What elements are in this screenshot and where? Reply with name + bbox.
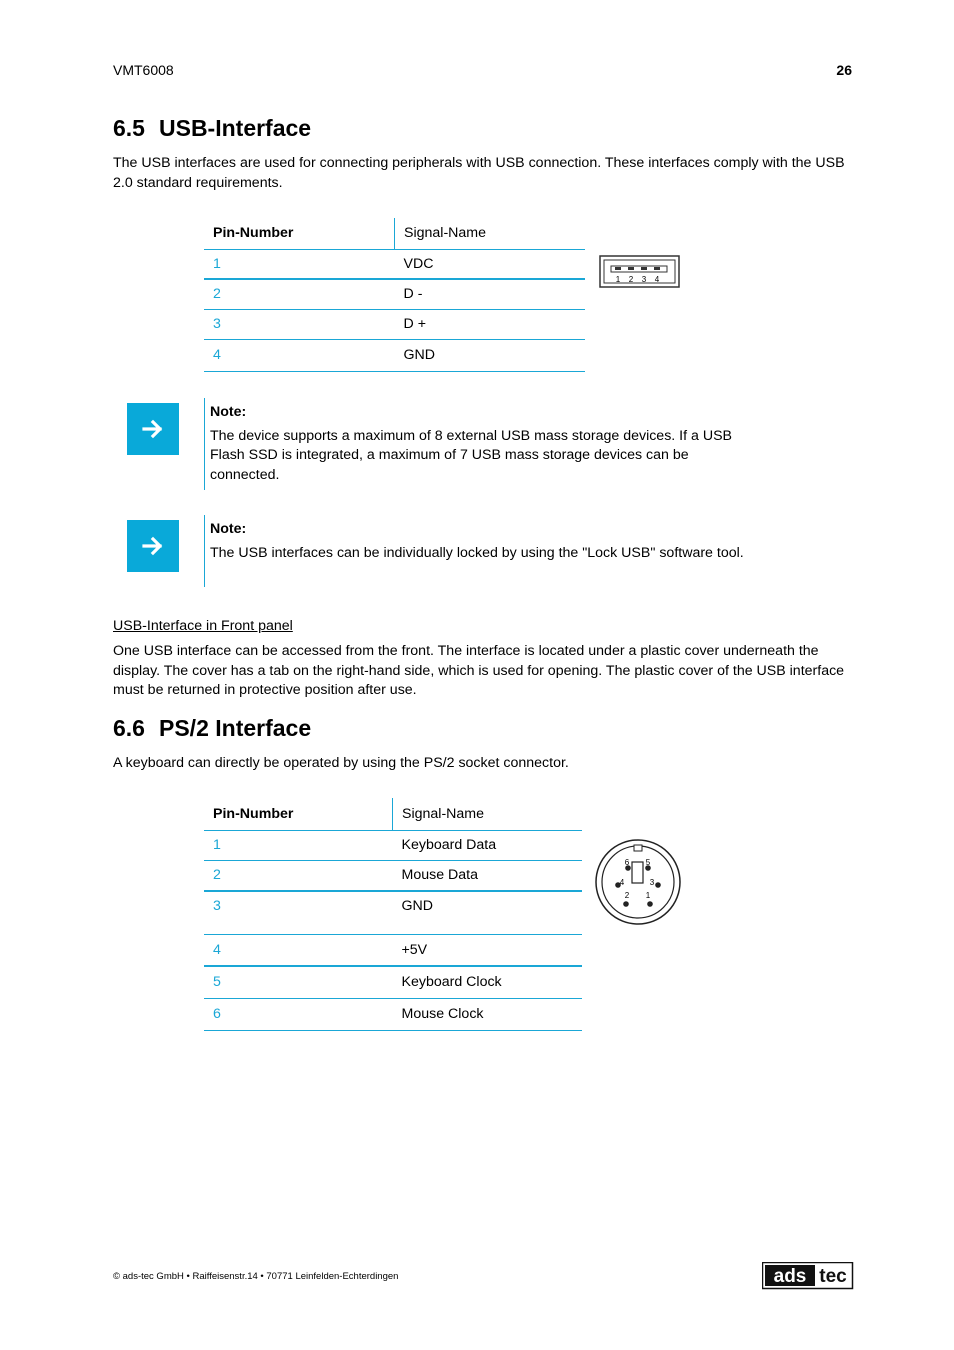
usb-intro: The USB interfaces are used for connecting peripherals with USB connection. These interfaces comply with the USB 2.0 standard requirements. bbox=[113, 155, 845, 191]
pin-label: 4 bbox=[619, 878, 625, 887]
pin-label: 5 bbox=[645, 858, 651, 867]
note-divider bbox=[204, 515, 205, 587]
pin-label: 1 bbox=[645, 891, 651, 900]
pin-label: 2 bbox=[624, 891, 630, 900]
ads-tec-logo bbox=[762, 1262, 854, 1290]
pin-label: 6 bbox=[624, 858, 630, 867]
section-heading-usb: 6.5 USB-Interface bbox=[113, 115, 312, 141]
note-icon-box bbox=[127, 520, 179, 572]
table-row: 5 Keyboard Clock bbox=[204, 966, 582, 998]
arrow-right-icon bbox=[141, 417, 165, 441]
table-row: 4 GND bbox=[204, 339, 585, 371]
table-row: 3 GND bbox=[204, 891, 582, 934]
table-row: 1 Keyboard Data bbox=[204, 830, 582, 860]
pin-label: 3 bbox=[649, 878, 655, 887]
svg-text:ads: ads bbox=[773, 1266, 807, 1287]
table-header-row bbox=[204, 798, 582, 830]
table-row: 3 D + bbox=[204, 309, 585, 339]
table-row: 1 VDC bbox=[204, 249, 585, 279]
note-icon-box bbox=[127, 403, 179, 455]
table-row: 4 +5V bbox=[204, 934, 582, 966]
arrow-right-icon bbox=[141, 534, 165, 558]
ps2-connector-diagram bbox=[594, 838, 682, 926]
subheading-front-panel: USB-Interface in Front panel bbox=[113, 618, 293, 634]
footer-address: © ads-tec GmbH • Raiffeisenstr.14 • 70771 Leinfelden-Echterdingen bbox=[113, 1271, 399, 1282]
ps2-pin-table bbox=[204, 798, 582, 1031]
pin-label: 4 bbox=[654, 275, 660, 284]
usb-connector-diagram bbox=[599, 255, 681, 289]
col-signal-name: Signal-Name bbox=[404, 225, 487, 242]
front-panel-text: One USB interface can be accessed from the front. The interface is located under a plastic cover underneath the display. The cover has a tab on the right-hand side, which is used for opening. The plastic cover of the USB interface must be returned in protective position after use. bbox=[113, 643, 845, 699]
section-heading-ps2: 6.6 PS/2 Interface bbox=[113, 715, 312, 741]
note-usb-mass-storage: Note: The device supports a maximum of 8 external USB mass storage devices. If a USB Flash SSD is integrated, a maximum of 7 USB mass storage devices can be connected. bbox=[210, 404, 733, 484]
svg-text:tec: tec bbox=[819, 1266, 847, 1287]
page-number: 26 bbox=[836, 62, 852, 78]
note-divider bbox=[204, 398, 205, 490]
usb-pin-table bbox=[204, 218, 585, 372]
table-row: 6 Mouse Clock bbox=[204, 998, 582, 1030]
col-pin-number: Pin-Number bbox=[204, 218, 395, 249]
doc-id: VMT6008 bbox=[113, 62, 174, 78]
ps2-intro: A keyboard can directly be operated by using the PS/2 socket connector. bbox=[113, 755, 569, 771]
table-row: 2 Mouse Data bbox=[204, 860, 582, 891]
table-header-row bbox=[204, 218, 585, 249]
pin-label: 1 bbox=[615, 275, 621, 284]
table-row: 2 D - bbox=[204, 279, 585, 309]
pin-label: 3 bbox=[641, 275, 647, 284]
note-lock-usb: Note: The USB interfaces can be individually locked by using the "Lock USB" software tool. bbox=[210, 521, 744, 561]
col-pin-number: Pin-Number bbox=[204, 798, 393, 830]
col-signal-name: Signal-Name bbox=[402, 805, 485, 822]
pin-label: 2 bbox=[628, 275, 634, 284]
